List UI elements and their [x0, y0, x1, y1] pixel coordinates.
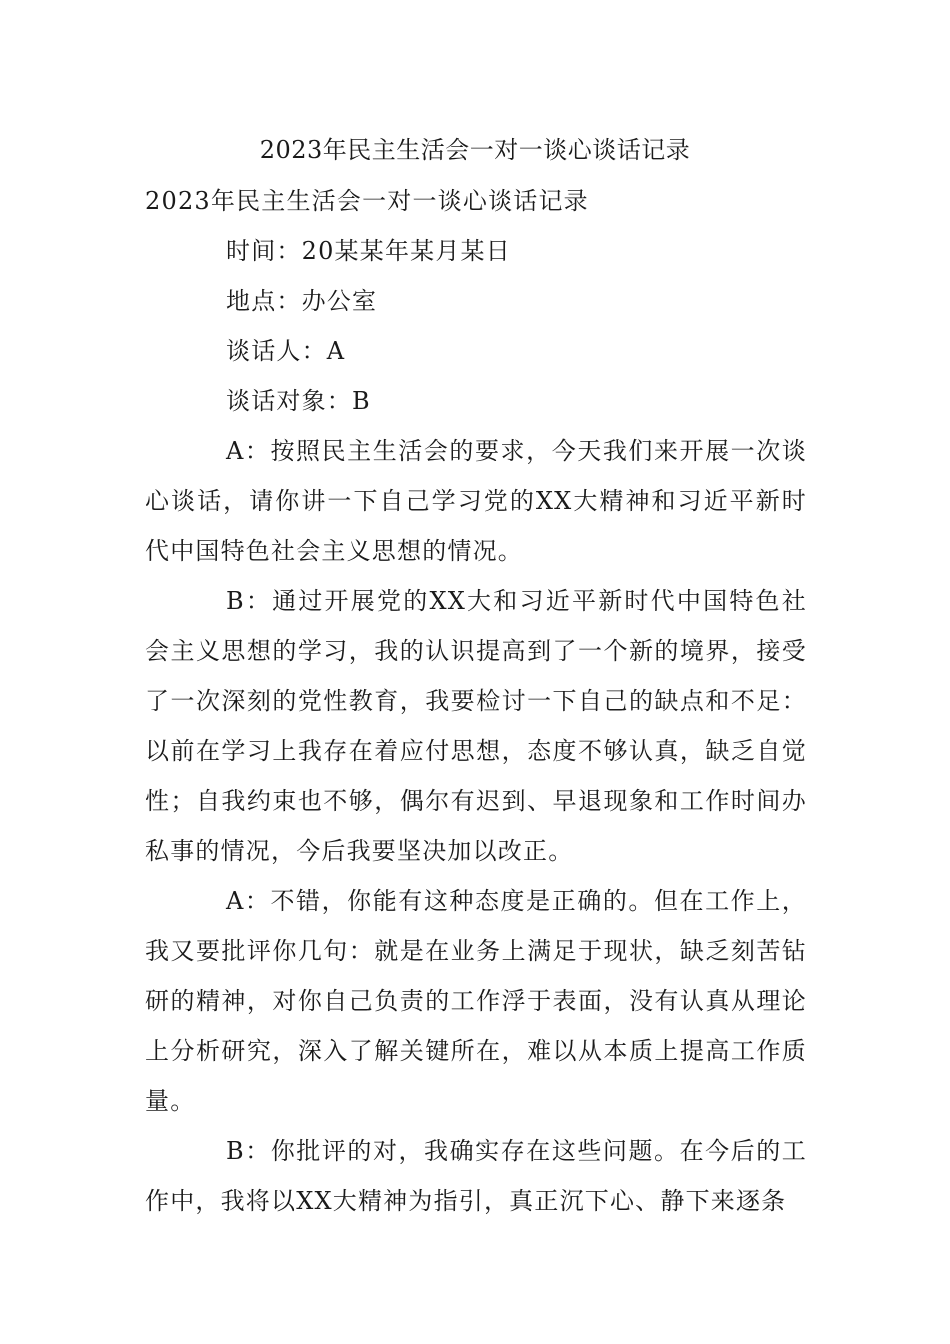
paragraph-3: A：不错，你能有这种态度是正确的。但在工作上，我又要批评你几句：就是在业务上满足于现状，缺乏刻苦钻研的精神，对你自己负责的工作浮于表面，没有认真从理论上分析研究，深入了解关键所在，难以从本质上提高工作质量。 — [145, 887, 807, 1115]
meta-speaker: 谈话人：A — [226, 337, 346, 365]
document-subtitle: 2023年民主生活会一对一谈心谈话记录 — [145, 187, 589, 215]
paragraph-2: B：通过开展党的XX大和习近平新时代中国特色社会主义思想的学习，我的认识提高到了一个新的境界，接受了一次深刻的党性教育，我要检讨一下自己的缺点和不足：以前在学习上我存在着应付思想，态度不够认真，缺乏自觉性；自我约束也不够，偶尔有迟到、早退现象和工作时间办私事的情况，今后我要坚决加以改正。 — [145, 587, 807, 865]
meta-place: 地点：办公室 — [226, 287, 378, 315]
meta-time: 时间：20某某年某月某日 — [226, 237, 511, 265]
paragraph-4: B：你批评的对，我确实存在这些问题。在今后的工作中，我将以XX大精神为指引，真正沉下心、静下来逐条 — [145, 1137, 807, 1215]
paragraph-1: A：按照民主生活会的要求，今天我们来开展一次谈心谈话，请你讲一下自己学习党的XX大精神和习近平新时代中国特色社会主义思想的情况。 — [145, 437, 807, 565]
document-body — [145, 176, 807, 1226]
document-title: 2023年民主生活会一对一谈心谈话记录 — [259, 136, 691, 164]
meta-target: 谈话对象：B — [226, 387, 371, 415]
